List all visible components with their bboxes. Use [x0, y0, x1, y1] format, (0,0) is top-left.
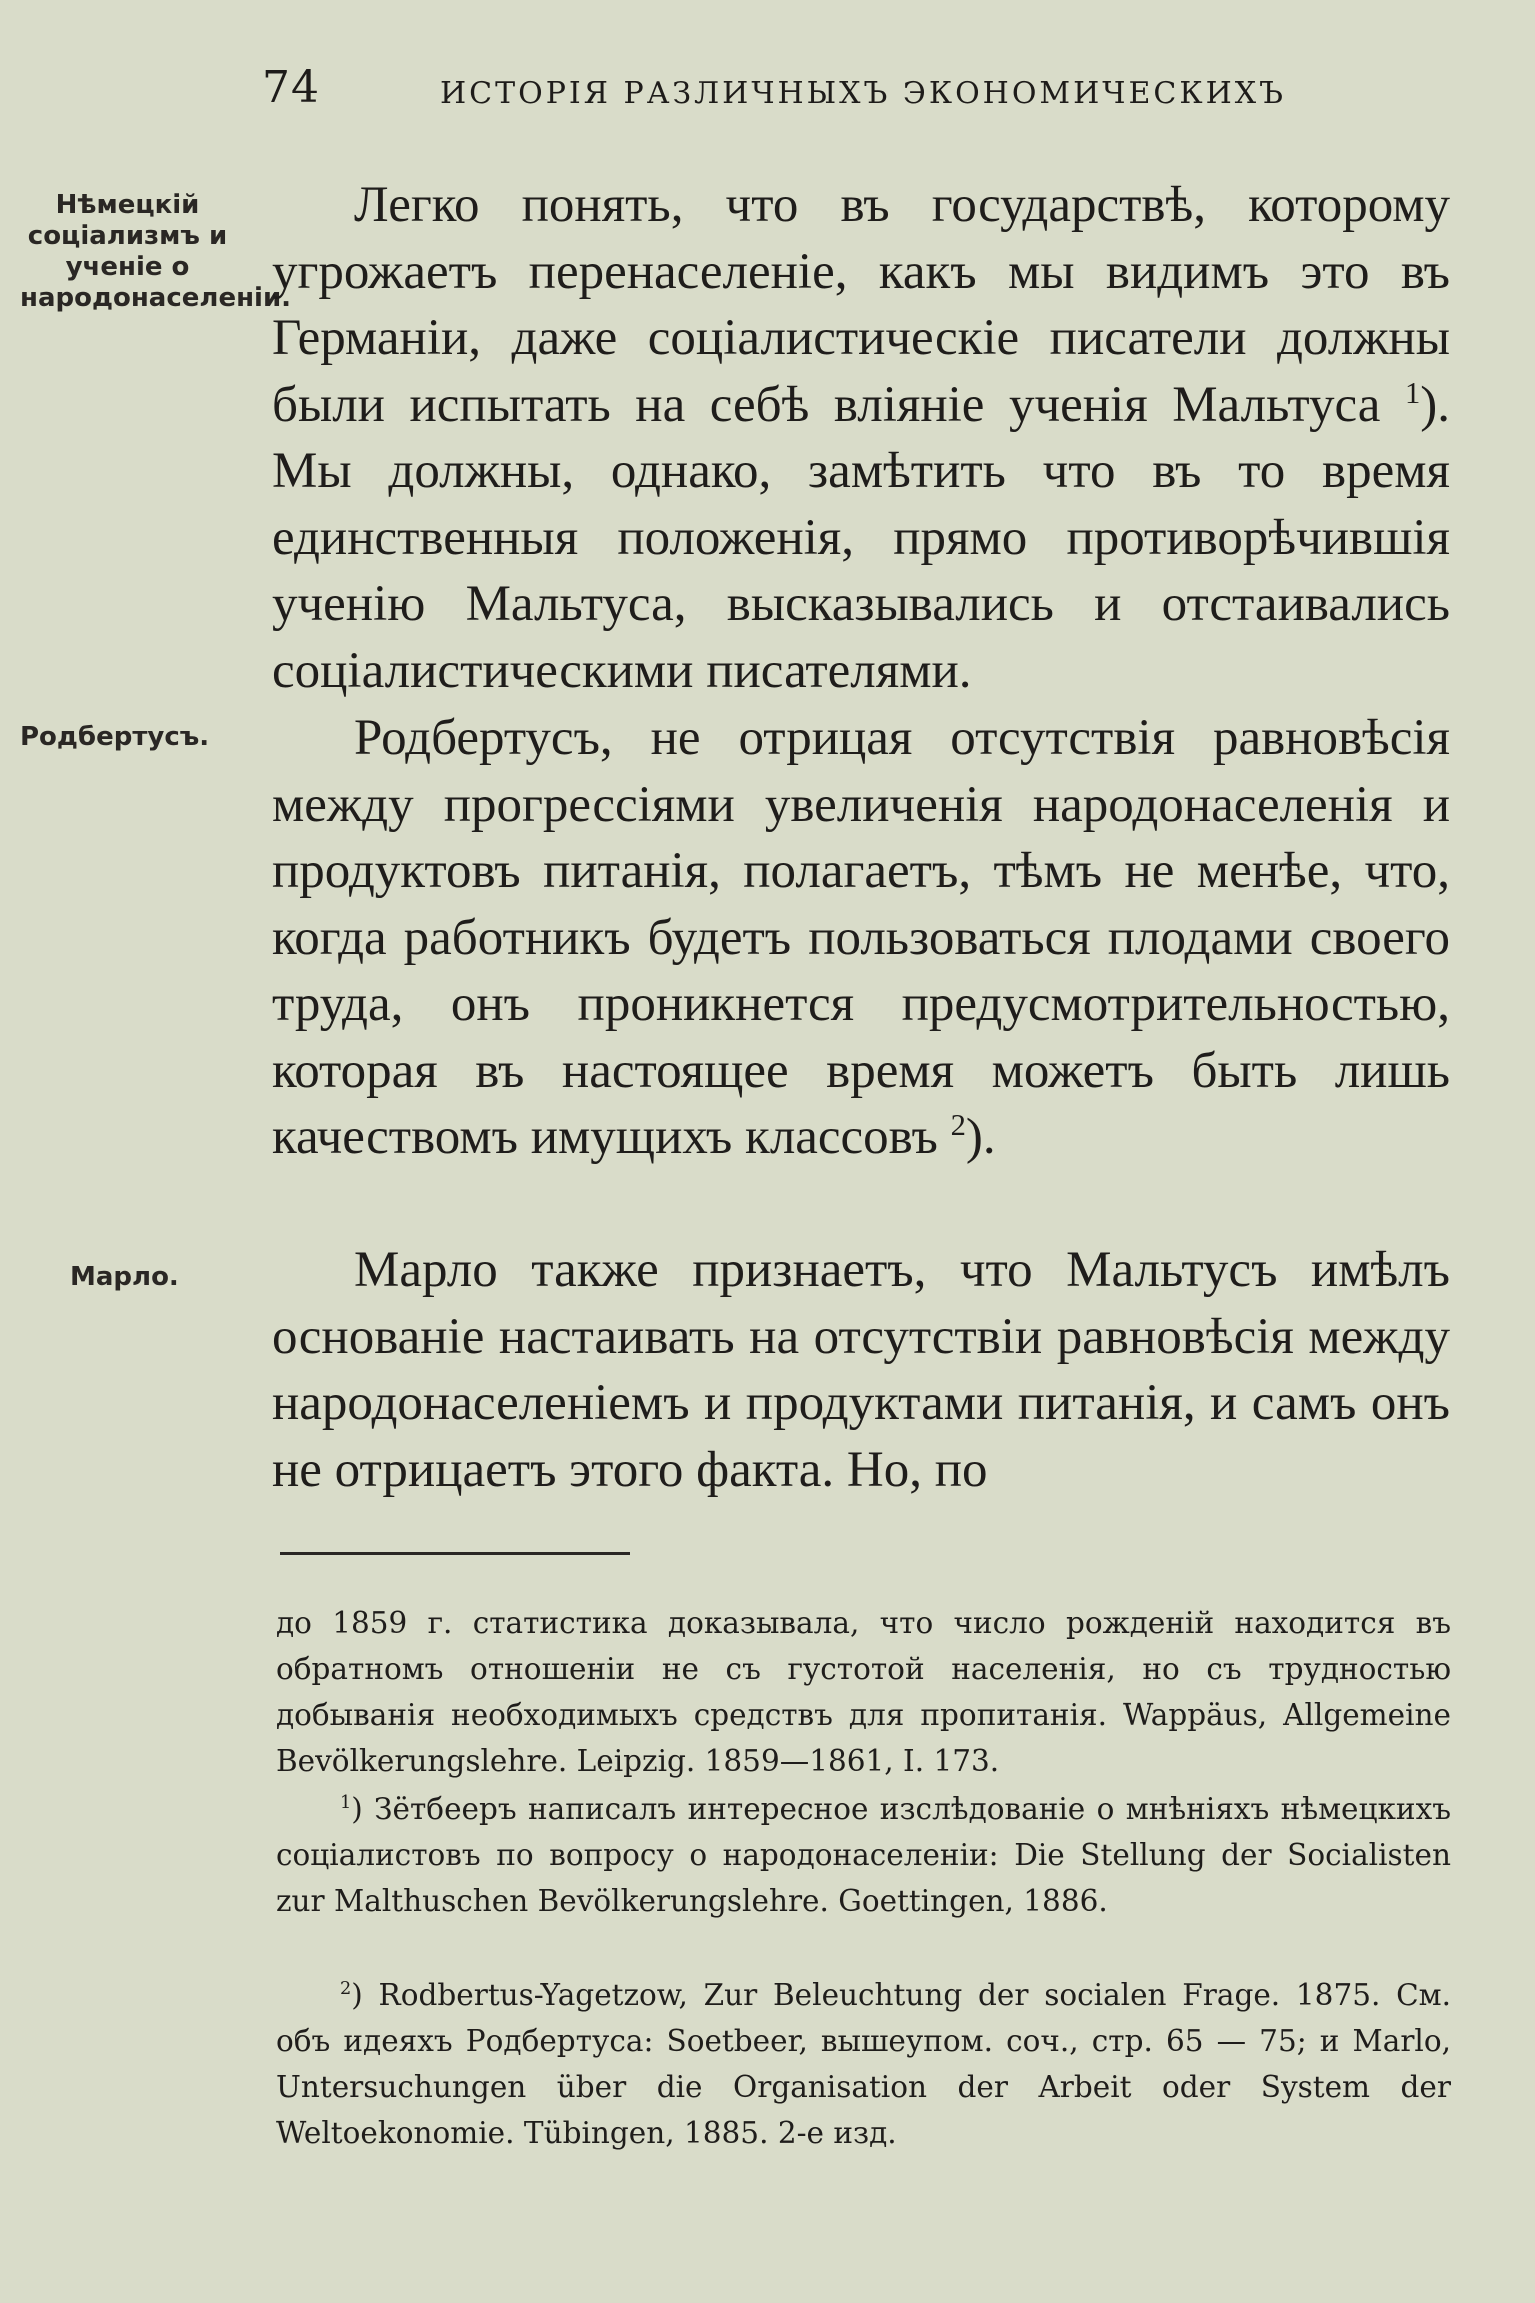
body-paragraph-3: Марло также признаетъ, что Мальтусъ имѣлъ основаніе настаивать на отсутствіи равновѣсія между народонаселеніемъ и продуктами питанія, и самъ онъ не отрицаетъ этого факта. Но, по: [272, 1242, 1450, 1498]
footnote-2: [276, 1972, 1451, 2156]
paragraph-2-continuation: ).: [965, 1109, 996, 1165]
running-title: ИСТОРІЯ РАЗЛИЧНЫХЪ ЭКОНОМИЧЕСКИХЪ: [440, 76, 1286, 111]
page-number: 74: [262, 62, 320, 113]
body-paragraph-1: [272, 172, 1450, 704]
margin-note-rodbertus: Родбертусъ.: [20, 722, 210, 752]
footnote-ref-2: 2: [950, 1108, 966, 1142]
footnote-2-text: ) Rodbertus-Yagetzow, Zur Beleuchtung der socialen Frage. 1875. См. объ идеяхъ Родбертуса: Soetbeer, вышеупом. соч., стр. 65 — 75; и Marlo, Untersuchungen über die Organisation der Arbeit oder System der Weltoekonomie. Tübingen, 1885. 2-е изд.: [276, 1978, 1451, 2150]
footnote-1-text: ) Зётбееръ написалъ интересное изслѣдованіе о мнѣніяхъ нѣмецкихъ соціалистовъ по вопросу о народонаселеніи: Die Stellung der Socialisten zur Malthuschen Bevölkerungslehre. Goettingen, 1886.: [276, 1792, 1451, 1918]
body-paragraph-2: [272, 705, 1450, 1171]
paragraph-2-text: Родбертусъ, не отрицая отсутствія равновѣсія между прогрессіями увеличенія народонаселенія и продуктовъ питанія, полагаетъ, тѣмъ не менѣе, что, когда работникъ будетъ пользоваться плодами своего труда, онъ проникнется предусмотрительностью, которая въ настоящее время можетъ быть лишь качествомъ имущихъ классовъ: [272, 710, 1450, 1165]
margin-note-german-socialism: Нѣмецкій соціализмъ и ученіе о народонаселеніи.: [20, 190, 292, 313]
footnote-separator: [280, 1552, 630, 1555]
footnote-1-marker: 1: [340, 1793, 352, 1814]
footnote-continued: до 1859 г. статистика доказывала, что число рожденій находится въ обратномъ отношеніи не съ густотой населенія, но съ трудностью добыванія необходимыхъ средствъ для пропитанія. Wappäus, Allgemeine Bevölkerungslehre. Leipzig. 1859—1861, I. 173.: [276, 1606, 1451, 1778]
paragraph-1-continuation: ). Мы должны, однако, замѣтить что въ то время единственныя положенія, прямо противорѣчившія ученію Мальтуса, высказывались и отстаивались соціалистическими писателями.: [272, 376, 1450, 699]
footnote-ref-1: 1: [1404, 375, 1421, 410]
paragraph-1-text: Легко понять, что въ государствѣ, которому угрожаетъ перенаселеніе, какъ мы видимъ это въ Германіи, даже соціалистическіе писатели должны были испытать на себѣ вліяніе ученія Мальтуса: [272, 177, 1450, 433]
footnote-1: [276, 1786, 1451, 1924]
footnote-2-marker: 2: [340, 1979, 352, 2000]
margin-note-marlo: Марло.: [70, 1262, 179, 1292]
